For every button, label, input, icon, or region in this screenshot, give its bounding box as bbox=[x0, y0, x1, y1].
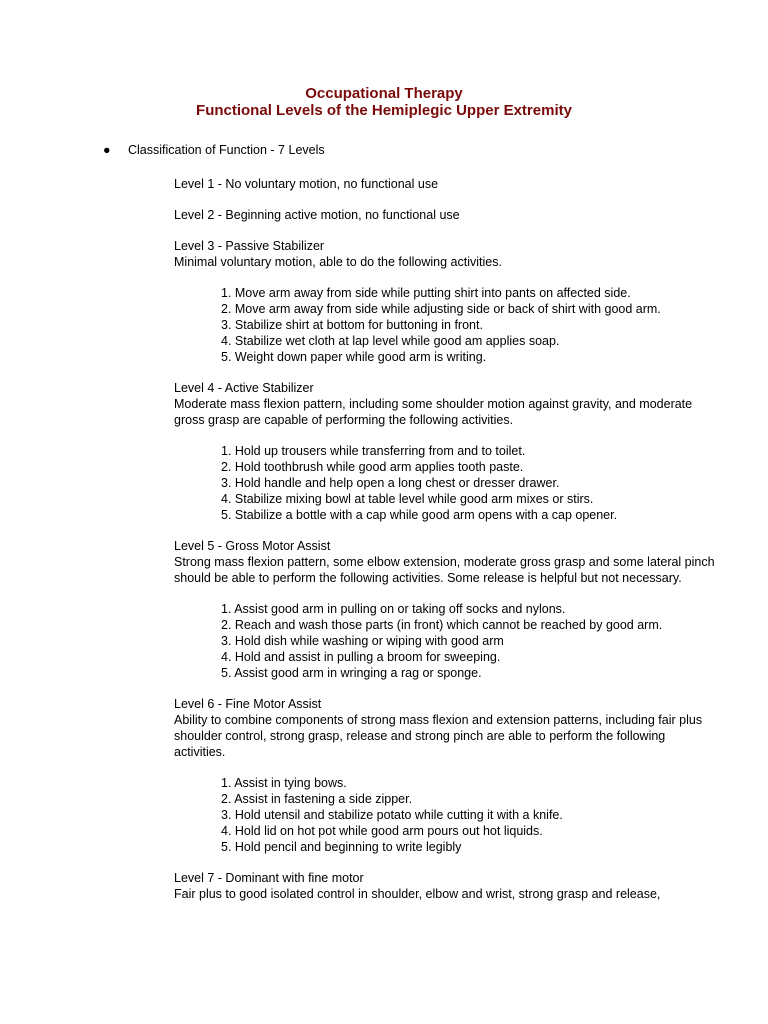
level-section bbox=[174, 207, 719, 223]
classification-heading: Classification of Function - 7 Levels bbox=[128, 143, 325, 157]
activity-item: 5. Weight down paper while good arm is writing. bbox=[221, 350, 487, 364]
activity-item: 3. Hold dish while washing or wiping with good arm bbox=[221, 634, 504, 648]
activity-item: 5. Assist good arm in wringing a rag or sponge. bbox=[221, 666, 482, 680]
activity-item: 3. Hold handle and help open a long chest or dresser drawer. bbox=[221, 476, 560, 490]
level-heading: Level 6 - Fine Motor Assist bbox=[174, 697, 322, 711]
document-title: Occupational Therapy bbox=[305, 85, 463, 102]
activity-item: 2. Reach and wash those parts (in front) which cannot be reached by good arm. bbox=[221, 618, 663, 632]
level-section bbox=[174, 238, 719, 365]
level-description: Strong mass flexion pattern, some elbow extension, moderate gross grasp and some lateral pinch should be able to perform the following activities. Some release is helpful but not necessary. bbox=[174, 555, 715, 585]
level-heading: Level 7 - Dominant with fine motor bbox=[174, 871, 364, 885]
level-description: Moderate mass flexion pattern, including some shoulder motion against gravity, and moderate gross grasp are capable of performing the following activities. bbox=[174, 397, 693, 427]
level-heading: Level 5 - Gross Motor Assist bbox=[174, 539, 331, 553]
activity-list bbox=[174, 775, 719, 855]
level-heading: Level 4 - Active Stabilizer bbox=[174, 381, 314, 395]
level-heading: Level 3 - Passive Stabilizer bbox=[174, 239, 325, 253]
level-heading: Level 2 - Beginning active motion, no functional use bbox=[174, 208, 460, 222]
level-description: Fair plus to good isolated control in shoulder, elbow and wrist, strong grasp and release, bbox=[174, 887, 661, 901]
activity-item: 5. Hold pencil and beginning to write legibly bbox=[221, 840, 462, 854]
activity-item: 2. Hold toothbrush while good arm applies tooth paste. bbox=[221, 460, 524, 474]
levels-list bbox=[174, 176, 719, 917]
level-section bbox=[174, 538, 719, 681]
level-description: Ability to combine components of strong mass flexion and extension patterns, including fair plus shoulder control, strong grasp, release and strong pinch are able to perform the following activities. bbox=[174, 713, 703, 759]
bullet-marker: ● bbox=[103, 143, 111, 157]
activity-item: 2. Assist in fastening a side zipper. bbox=[221, 792, 413, 806]
activity-list bbox=[174, 443, 719, 523]
activity-list bbox=[174, 285, 719, 365]
activity-item: 3. Stabilize shirt at bottom for buttoning in front. bbox=[221, 318, 483, 332]
activity-item: 3. Hold utensil and stabilize potato while cutting it with a knife. bbox=[221, 808, 563, 822]
level-section bbox=[174, 176, 719, 192]
activity-item: 5. Stabilize a bottle with a cap while good arm opens with a cap opener. bbox=[221, 508, 618, 522]
activity-item: 1. Assist in tying bows. bbox=[221, 776, 347, 790]
level-section bbox=[174, 380, 719, 523]
activity-item: 4. Hold lid on hot pot while good arm pours out hot liquids. bbox=[221, 824, 543, 838]
level-description: Minimal voluntary motion, able to do the following activities. bbox=[174, 255, 502, 269]
activity-item: 1. Move arm away from side while putting shirt into pants on affected side. bbox=[221, 286, 631, 300]
activity-item: 4. Stabilize wet cloth at lap level while good am applies soap. bbox=[221, 334, 560, 348]
level-section bbox=[174, 870, 719, 902]
activity-item: 2. Move arm away from side while adjusting side or back of shirt with good arm. bbox=[221, 302, 661, 316]
document-subtitle: Functional Levels of the Hemiplegic Upper Extremity bbox=[196, 102, 572, 119]
activity-item: 4. Stabilize mixing bowl at table level while good arm mixes or stirs. bbox=[221, 492, 594, 506]
activity-item: 4. Hold and assist in pulling a broom for sweeping. bbox=[221, 650, 501, 664]
activity-item: 1. Hold up trousers while transferring from and to toilet. bbox=[221, 444, 526, 458]
level-heading: Level 1 - No voluntary motion, no functional use bbox=[174, 177, 439, 191]
level-section bbox=[174, 696, 719, 855]
activity-item: 1. Assist good arm in pulling on or taking off socks and nylons. bbox=[221, 602, 566, 616]
activity-list bbox=[174, 601, 719, 681]
